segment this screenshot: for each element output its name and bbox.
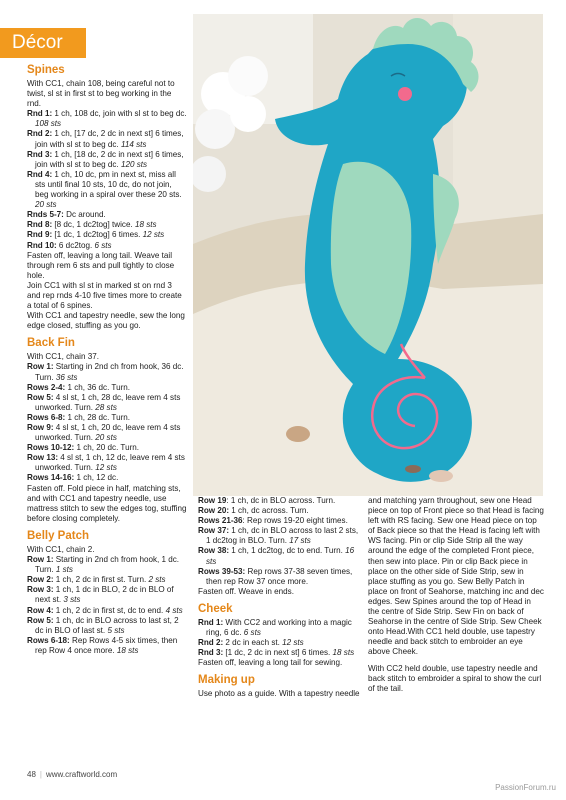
stitch-count: 12 sts bbox=[282, 638, 304, 648]
instruction-line bbox=[198, 546, 360, 566]
back-fin-instructions bbox=[27, 352, 187, 524]
row-text: [1 dc, 2 dc in next st] 6 times. bbox=[223, 648, 333, 658]
stitch-count: 3 sts bbox=[63, 595, 81, 605]
row-text: Dc around. bbox=[63, 210, 106, 220]
instruction-line bbox=[27, 129, 187, 149]
row-label: Rows 39-53: bbox=[198, 566, 246, 576]
belly-patch-instructions bbox=[27, 545, 187, 656]
row-text: With CC1, chain 37. bbox=[27, 352, 99, 362]
row-text: 1 ch, 1 dc in BLO, 2 dc in BLO of next st. bbox=[35, 585, 174, 605]
making-up-continued: and matching yarn throughout, sew one Head piece on top of Front piece so that Head is facing left with RS facing. Sew one Head piece on top of Back piece so that the Head is facing left with WS facing. Pin or clip Side Strip all the way around the edge of the completed Front piece, then sew into place. Pin or clip Back piece in place on the other side of Side Strip, sew in place stuffing as you go. Sew Belly Patch in place on front of Seahorse, matching inc and dec edges. Sew Spines around the top of Head in the centre of Side Strip. Sew Fin on back of Seahorse in the centre of Side Strip. Sew Cheek onto Head.With CC1 held double, use tapestry needle and back stitch to embroider an eye above Cheek. bbox=[368, 496, 544, 657]
instruction-line bbox=[27, 606, 187, 616]
stitch-count: 16 sts bbox=[206, 546, 355, 566]
column-1 bbox=[27, 64, 187, 656]
row-label: Rnd 10: bbox=[27, 240, 57, 250]
row-text: 1 ch, 108 dc, join with sl st to beg dc. bbox=[52, 109, 187, 119]
column-2 bbox=[198, 496, 360, 700]
instruction-line bbox=[198, 648, 360, 658]
stitch-count: 12 sts bbox=[95, 463, 117, 473]
instruction-line bbox=[198, 526, 360, 546]
row-label: Rnd 3: bbox=[27, 149, 53, 159]
stitch-count: 36 sts bbox=[55, 372, 78, 382]
instruction-line bbox=[27, 616, 187, 636]
stitch-count: 20 sts bbox=[35, 200, 57, 210]
heading-back-fin: Back Fin bbox=[27, 337, 75, 350]
row-text: 1 ch, 1 dc2tog, dc to end. Turn. bbox=[229, 546, 346, 556]
row-label: Row 5: bbox=[27, 615, 54, 625]
row-label: Rows 21-36 bbox=[198, 516, 243, 526]
website-link[interactable]: www.craftworld.com bbox=[45, 770, 118, 779]
row-label: Row 13: bbox=[27, 453, 59, 463]
heading-cheek: Cheek bbox=[198, 602, 233, 615]
stitch-count: 12 sts bbox=[142, 230, 165, 240]
row-text: 1 ch, 36 dc. Turn. bbox=[65, 382, 131, 392]
stitch-count: 4 sts bbox=[165, 605, 183, 615]
instruction-line bbox=[27, 423, 187, 443]
instruction-line bbox=[27, 443, 187, 453]
row-text: Rep Rows 4-5 six times, then rep Row 4 once more. bbox=[35, 635, 178, 655]
instruction-line bbox=[198, 496, 360, 506]
instruction-line bbox=[27, 210, 187, 220]
instruction-line bbox=[27, 109, 187, 129]
instruction-line bbox=[27, 575, 187, 585]
row-text: 1 ch, 2 dc in first st. Turn. bbox=[53, 575, 149, 585]
instruction-line bbox=[27, 311, 187, 331]
row-text: 1 ch, dc in BLO across to last 2 sts, 1 dc2tog in BLO. Turn. bbox=[206, 526, 359, 546]
heading-spines: Spines bbox=[27, 64, 65, 76]
row-text: 6 dc2tog. bbox=[56, 240, 95, 250]
row-text: 4 sl st, 1 ch, 20 dc, leave rem 4 sts unworked. Turn. bbox=[35, 423, 181, 443]
row-label: Rnd 8: bbox=[27, 220, 53, 230]
row-text: : 1 ch, dc in BLO across. Turn. bbox=[226, 496, 336, 505]
row-text: : Rep rows 19-20 eight times. bbox=[242, 516, 348, 526]
instruction-line bbox=[27, 170, 187, 210]
stitch-count: 2 sts bbox=[148, 575, 166, 585]
instruction-line bbox=[198, 638, 360, 648]
stitch-count: 17 sts bbox=[289, 536, 311, 546]
section-tab: Décor bbox=[0, 28, 86, 58]
instruction-line bbox=[27, 251, 187, 281]
belly-patch-rows-continued bbox=[198, 496, 360, 597]
row-text: Rep rows 37-38 seven times, then rep Row 37 once more. bbox=[206, 566, 353, 586]
row-label: Rows 14-16: bbox=[27, 473, 75, 483]
row-label: Rnd 1: bbox=[198, 617, 224, 627]
instruction-line bbox=[27, 230, 187, 240]
row-text: With CC1, chain 108, being careful not to twist, sl st in first st to beg working in the rnd. bbox=[27, 79, 175, 109]
row-label: Row 19 bbox=[198, 496, 227, 505]
instruction-line bbox=[198, 506, 360, 516]
watermark: PassionForum.ru bbox=[495, 783, 556, 792]
stitch-count: 18 sts bbox=[116, 645, 139, 655]
row-text: 1 ch, 20 dc. Turn. bbox=[74, 443, 140, 453]
instruction-line bbox=[198, 567, 360, 587]
row-text: 2 dc in each st. bbox=[223, 638, 283, 648]
row-text: 1 ch, dc in BLO across to last st, 2 dc in BLO of last st. bbox=[35, 615, 179, 635]
row-label: Row 37: bbox=[198, 526, 230, 536]
heading-making-up: Making up bbox=[198, 674, 255, 687]
instruction-line bbox=[27, 585, 187, 605]
stitch-count: 1 sts bbox=[55, 565, 73, 575]
row-label: Row 38: bbox=[198, 546, 230, 556]
instruction-line bbox=[27, 413, 187, 423]
row-label: Rows 10-12: bbox=[27, 443, 75, 453]
row-label: Rnd 9: bbox=[27, 230, 53, 240]
row-label: Rnds 5-7: bbox=[27, 210, 64, 220]
row-text: Fasten off, leaving a long tail. Weave tail through rem 6 sts and pull tightly to close hole. bbox=[27, 250, 175, 280]
row-label: Rnd 2: bbox=[198, 638, 224, 648]
row-text: 1 ch, dc across. Turn. bbox=[229, 506, 309, 516]
row-label: Rows 6-8: bbox=[27, 412, 66, 422]
row-label: Row 20: bbox=[198, 506, 230, 516]
row-text: Fasten off. Weave in ends. bbox=[198, 586, 294, 596]
instruction-line bbox=[27, 473, 187, 483]
instruction-line bbox=[198, 587, 360, 597]
stitch-count: 5 sts bbox=[107, 625, 125, 635]
stitch-count: 18 sts bbox=[134, 220, 157, 230]
row-text: Starting in 2nd ch from hook, 36 dc. Turn. bbox=[35, 362, 184, 382]
row-text: 1 ch, 12 dc. bbox=[74, 473, 119, 483]
stitch-count: 6 sts bbox=[94, 240, 112, 250]
instruction-line bbox=[198, 516, 360, 526]
row-text: Join CC1 with sl st in marked st on rnd 3 and rep rnds 4-10 five times more to create a total of 6 spines. bbox=[27, 280, 182, 311]
instruction-line bbox=[27, 393, 187, 413]
row-label: Row 5: bbox=[27, 392, 54, 402]
row-label: Rnd 3: bbox=[198, 648, 224, 658]
row-text: 1 ch, 2 dc in first st, dc to end. bbox=[53, 605, 166, 615]
instruction-line bbox=[27, 79, 187, 109]
row-label: Row 3: bbox=[27, 585, 54, 595]
row-text: [8 dc, 1 dc2tog] twice. bbox=[52, 220, 135, 230]
row-text: 1 ch, 28 dc. Turn. bbox=[65, 412, 131, 422]
heading-belly-patch: Belly Patch bbox=[27, 529, 89, 542]
row-text: Fasten off. Fold piece in half, matching sts, and with CC1 and tapestry needle, use mattress stitch to sew the edges tog, stuffing before closing completely. bbox=[27, 483, 187, 523]
stitch-count: 6 sts bbox=[243, 628, 261, 638]
row-text: With CC1 and tapestry needle, sew the long edge closed, stuffing as you go. bbox=[27, 311, 185, 331]
stitch-count: 108 sts bbox=[35, 119, 62, 129]
row-text: 1 ch, [18 dc, 2 dc in next st] 6 times, join with sl st to beg dc. bbox=[35, 149, 184, 169]
instruction-line bbox=[27, 352, 187, 362]
row-label: Row 1: bbox=[27, 555, 54, 565]
row-label: Rnd 4: bbox=[27, 169, 53, 179]
instruction-line bbox=[27, 220, 187, 230]
row-text: With CC2 and working into a magic ring, 6 dc. bbox=[206, 617, 352, 638]
row-text: 4 sl st, 1 ch, 28 dc, leave rem 4 sts unworked. Turn. bbox=[35, 392, 181, 412]
row-text: Starting in 2nd ch from hook, 1 dc. Turn. bbox=[35, 555, 180, 575]
row-text: 1 ch, 10 dc, pm in next st, miss all sts until final 10 sts, 10 dc, do not join, beg working in a spiral over these 20 sts. bbox=[35, 169, 182, 200]
row-text: 1 ch, [17 dc, 2 dc in next st] 6 times, join with sl st to beg dc. bbox=[35, 129, 184, 149]
row-label: Rows 6-18: bbox=[27, 635, 70, 645]
instruction-line bbox=[27, 241, 187, 251]
instruction-line bbox=[27, 150, 187, 170]
row-label: Row 9: bbox=[27, 423, 54, 432]
page-number: 48 bbox=[27, 770, 36, 779]
row-text: 4 sl st, 1 ch, 12 dc, leave rem 4 sts unworked. Turn. bbox=[35, 453, 185, 473]
making-up-text: Use photo as a guide. With a tapestry needle bbox=[198, 689, 360, 699]
instruction-line bbox=[27, 484, 187, 524]
stitch-count: 120 sts bbox=[120, 159, 148, 169]
row-text: [1 dc, 1 dc2tog] 6 times. bbox=[52, 230, 143, 240]
making-up-spiral: With CC2 held double, use tapestry needle and back stitch to embroider a spiral to show the curl of the tail. bbox=[368, 663, 542, 693]
seahorse-photo bbox=[193, 14, 543, 496]
instruction-line bbox=[27, 383, 187, 393]
instruction-line bbox=[27, 281, 187, 311]
page-footer: 48 | www.craftworld.com bbox=[27, 770, 118, 779]
instruction-line bbox=[27, 636, 187, 656]
cheek-instructions bbox=[198, 618, 360, 668]
row-label: Rnd 2: bbox=[27, 129, 53, 139]
instruction-line bbox=[27, 362, 187, 382]
stitch-count: 18 sts bbox=[332, 648, 355, 658]
instruction-line bbox=[198, 618, 360, 638]
row-label: Rows 2-4: bbox=[27, 382, 66, 392]
stitch-count: 114 sts bbox=[120, 139, 147, 149]
instruction-line bbox=[27, 555, 187, 575]
column-3 bbox=[368, 496, 544, 694]
row-label: Row 1: bbox=[27, 362, 54, 372]
stitch-count: 28 sts bbox=[95, 402, 117, 412]
row-label: Rnd 1: bbox=[27, 109, 53, 119]
row-text: With CC1, chain 2. bbox=[27, 544, 95, 554]
row-label: Row 4: bbox=[27, 605, 54, 615]
row-text: Fasten off, leaving a long tail for sewing. bbox=[198, 658, 343, 668]
stitch-count: 20 sts bbox=[95, 433, 117, 443]
instruction-line bbox=[27, 453, 187, 473]
instruction-line bbox=[27, 545, 187, 555]
instruction-line bbox=[198, 658, 360, 668]
row-label: Row 2: bbox=[27, 575, 54, 585]
spines-instructions bbox=[27, 79, 187, 331]
